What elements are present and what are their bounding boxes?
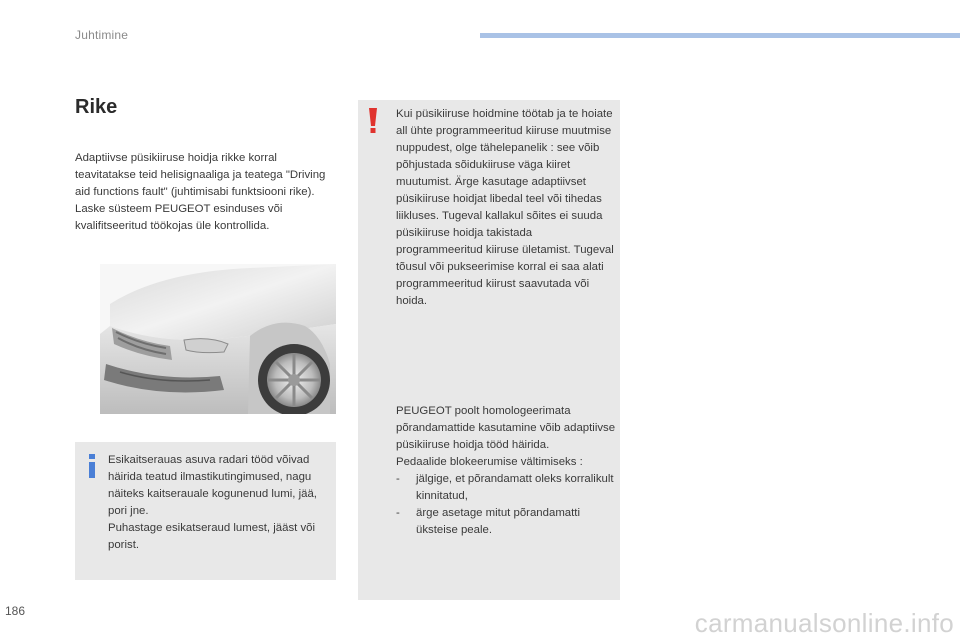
- floor-mat-note: [396, 403, 618, 539]
- info-box: [75, 442, 336, 580]
- header-bar: [480, 33, 960, 38]
- info-text: [108, 452, 332, 554]
- note-paragraph-1: PEUGEOT poolt homologeerimata põrandamattide kasutamine võib adaptiivse püsikiiruse hoidja tööd häirida.: [396, 405, 616, 451]
- bullet-dash: -: [396, 507, 400, 519]
- warning-text: Kui püsikiiruse hoidmine töötab ja te hoiate all ühte programmeeritud kiiruse muutmise nuppudest, olge tähelepanelik : see võib põhjustada sõidukiiruse väga kiiret muutumist. Ärge kasutage adaptiivset püsikiiruse hoidjat libedal teel või tihedas liikluses. Tugeval kallakul sõites ei suuda püsikiiruse hoidja takistada programmeeritud kiiruse ületamist. Tugeval tõusul või pukseerimise korral ei saa alati programmeeritud kiirust saavutada või hoida.: [396, 108, 614, 307]
- intro-paragraph: [75, 150, 335, 235]
- info-paragraph-2: Puhastage esikatseraud lumest, jääst või porist.: [108, 522, 316, 551]
- note-paragraph-2: Pedaalide blokeerumise vältimiseks :: [396, 456, 583, 468]
- intro-line-2: Laske süsteem PEUGEOT esinduses või kvalifitseeritud töökojas üle kontrollida.: [75, 203, 283, 232]
- info-paragraph-1: Esikaitserauas asuva radari tööd võivad häirida teatud ilmastikutingimused, nagu näiteks kaitserauale kogunenud lumi, jää, pori jne.: [108, 454, 317, 517]
- note-bullet-list: [396, 471, 618, 539]
- watermark: carmanualsonline.info: [694, 608, 954, 638]
- warning-box: [358, 100, 620, 600]
- car-front-image: [100, 264, 336, 414]
- list-item: [396, 471, 618, 505]
- bullet-dash: -: [396, 473, 400, 485]
- bullet-text: jälgige, et põrandamatt oleks korralikult kinnitatud,: [416, 473, 614, 502]
- bullet-text: ärge asetage mitut põrandamatti üksteise peale.: [416, 507, 580, 536]
- page-heading: Rike: [75, 96, 118, 118]
- list-item: [396, 505, 618, 539]
- warning-icon: [368, 108, 378, 134]
- page-number: 186: [5, 604, 26, 618]
- section-title: Juhtimine: [75, 28, 129, 42]
- intro-line-1: Adaptiivse püsikiiruse hoidja rikke korral teavitatakse teid helisignaaliga ja teatega "Driving aid functions fault" (juhtimisabi funktsiooni rike).: [75, 152, 326, 198]
- info-icon: [87, 454, 97, 478]
